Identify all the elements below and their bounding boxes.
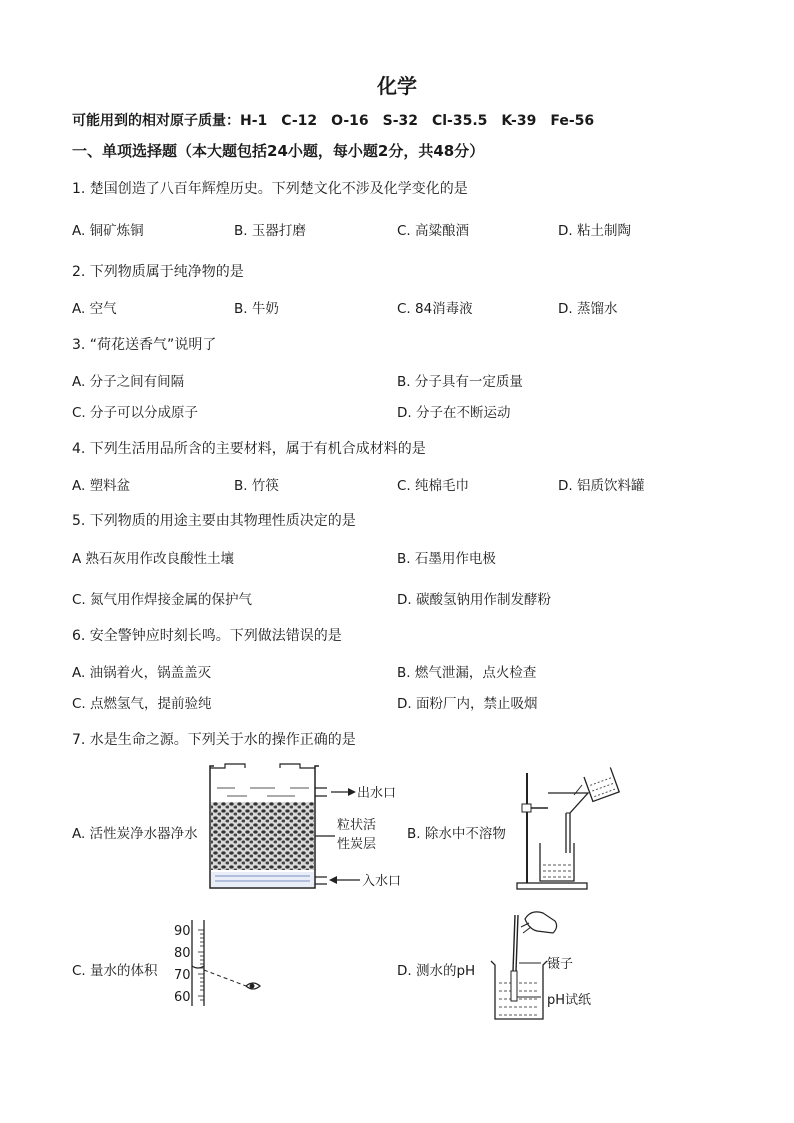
question-5-option-d[interactable]: D. 碳酸氢钠用作制发酵粉	[397, 592, 551, 608]
ph-paper-label: pH试纸	[547, 993, 592, 1008]
tweezers-label: 镊子	[547, 957, 574, 972]
question-1-stem: 1. 楚国创造了八百年辉煌历史。下列楚文化不涉及化学变化的是	[72, 181, 468, 197]
question-2-option-a[interactable]: A. 空气	[72, 301, 117, 317]
graduated-cylinder-figure	[168, 918, 278, 1008]
question-7-stem: 7. 水是生命之源。下列关于水的操作正确的是	[72, 732, 356, 748]
question-3-option-b[interactable]: B. 分子具有一定质量	[397, 374, 523, 390]
question-6-option-b[interactable]: B. 燃气泄漏，点火检查	[397, 665, 537, 681]
atomic-masses: 可能用到的相对原子质量：H-1 C-12 O-16 S-32 Cl-35.5 K-39 Fe-56	[72, 113, 595, 129]
filtration-figure	[512, 765, 632, 895]
question-1-option-a[interactable]: A. 铜矿炼铜	[72, 223, 144, 239]
page-title: 化学	[377, 74, 417, 98]
question-4-option-d[interactable]: D. 铝质饮料罐	[558, 478, 645, 494]
question-4-option-c[interactable]: C. 纯棉毛巾	[397, 478, 470, 494]
question-6-option-a[interactable]: A. 油锅着火，锅盖盖灭	[72, 665, 212, 681]
inlet-label: 入水口	[362, 874, 402, 889]
outlet-label: 出水口	[357, 786, 397, 801]
question-1-option-d[interactable]: D. 粘土制陶	[558, 223, 631, 239]
carbon-label-1: 粒状活	[337, 818, 377, 833]
cylinder-tick-90: 90	[174, 924, 191, 939]
question-7-option-a[interactable]: A. 活性炭净水器净水	[72, 826, 198, 842]
question-3-option-c[interactable]: C. 分子可以分成原子	[72, 405, 199, 421]
question-4-option-a[interactable]: A. 塑料盆	[72, 478, 131, 494]
question-6-stem: 6. 安全警钟应时刻长鸣。下列做法错误的是	[72, 628, 342, 644]
question-2-option-b[interactable]: B. 牛奶	[234, 301, 279, 317]
question-5-option-c[interactable]: C. 氮气用作焊接金属的保护气	[72, 592, 253, 608]
question-6-option-c[interactable]: C. 点燃氢气，提前验纯	[72, 696, 212, 712]
ph-test-figure	[485, 905, 615, 1025]
question-5-stem: 5. 下列物质的用途主要由其物理性质决定的是	[72, 513, 356, 529]
question-3-option-a[interactable]: A. 分子之间有间隔	[72, 374, 185, 390]
question-2-option-d[interactable]: D. 蒸馏水	[558, 301, 618, 317]
question-7-option-c[interactable]: C. 量水的体积	[72, 963, 158, 979]
question-6-option-d[interactable]: D. 面粉厂内，禁止吸烟	[397, 696, 538, 712]
carbon-label-2: 性炭层	[337, 837, 377, 852]
section-heading: 一、单项选择题（本大题包括24小题，每小题2分，共48分）	[72, 142, 485, 160]
question-3-option-d[interactable]: D. 分子在不断运动	[397, 405, 511, 421]
cylinder-tick-80: 80	[174, 946, 191, 961]
cylinder-tick-60: 60	[174, 990, 191, 1005]
carbon-purifier-figure	[205, 760, 415, 895]
cylinder-tick-70: 70	[174, 968, 191, 983]
question-4-stem: 4. 下列生活用品所含的主要材料，属于有机合成材料的是	[72, 441, 426, 457]
question-2-stem: 2. 下列物质属于纯净物的是	[72, 264, 244, 280]
question-3-stem: 3. “荷花送香气”说明了	[72, 337, 217, 353]
question-2-option-c[interactable]: C. 84消毒液	[397, 301, 473, 317]
question-4-option-b[interactable]: B. 竹筷	[234, 478, 279, 494]
question-1-option-b[interactable]: B. 玉器打磨	[234, 223, 306, 239]
question-5-option-b[interactable]: B. 石墨用作电极	[397, 551, 496, 567]
question-7-option-b[interactable]: B. 除水中不溶物	[407, 826, 506, 842]
question-5-option-a[interactable]: A 熟石灰用作改良酸性土壤	[72, 551, 235, 567]
question-7-option-d[interactable]: D. 测水的pH	[397, 963, 476, 979]
hand-icon	[525, 912, 557, 933]
question-1-option-c[interactable]: C. 高粱酿酒	[397, 223, 470, 239]
